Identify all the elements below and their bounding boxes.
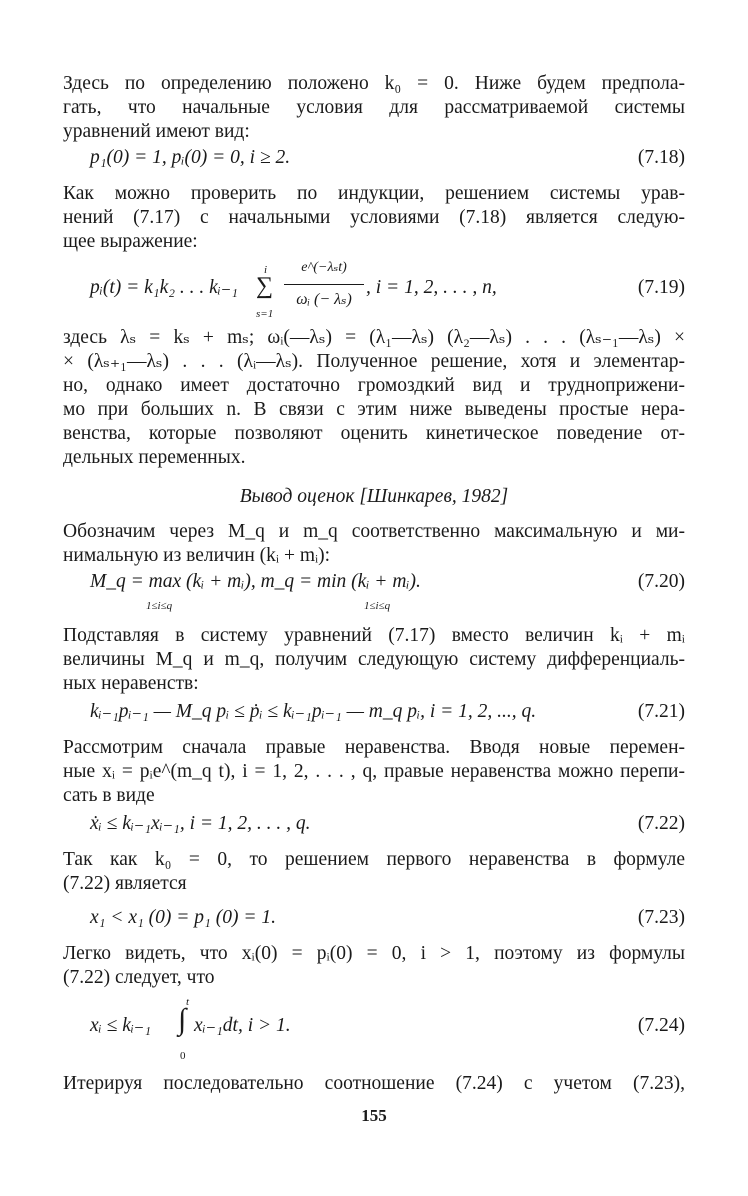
equation-lhs: pᵢ(t) = k₁k₂ . . . kᵢ₋₁ — [90, 277, 238, 298]
text-line: × (λₛ₊₁—λₛ) . . . (λᵢ—λₛ). Полученное решение, хотя и элементар- — [63, 351, 685, 372]
text-line: дельных переменных. — [63, 447, 246, 468]
equation-7-18 — [90, 144, 685, 172]
equation-lhs: xᵢ ≤ kᵢ₋₁ — [90, 1015, 152, 1036]
equation-number: (7.23) — [637, 907, 685, 928]
min-limit: 1≤i≤q — [364, 600, 391, 612]
equation-7-24 — [90, 992, 685, 1062]
equation-body: kᵢ₋₁pᵢ₋₁ — M_q pᵢ ≤ ṗᵢ ≤ kᵢ₋₁pᵢ₋₁ — m_q pᵢ, i = 1, 2, ..., q. — [90, 701, 537, 722]
fraction-numerator: e^(−λₛt) — [301, 260, 347, 275]
equation-body: x₁ < x₁ (0) = p₁ (0) = 1. — [90, 907, 276, 928]
text-line: венства, которые позволяют оценить кинетическое поведение от- — [63, 423, 685, 444]
sum-lower-limit: s=1 — [256, 308, 274, 320]
text-line: Здесь по определению положено k₀ = 0. Ниже будем предпола- — [63, 73, 685, 94]
text-line: мо при больших n. В связи с этим ниже выведены простые нера- — [63, 399, 685, 420]
equation-body: p₁(0) = 1, pᵢ(0) = 0, i ≥ 2. — [90, 147, 291, 168]
integral-lower-limit: 0 — [180, 1050, 186, 1062]
text-line: Обозначим через M_q и m_q соответственно максимальную и ми- — [63, 521, 685, 542]
max-limit: 1≤i≤q — [146, 600, 173, 612]
equation-number: (7.22) — [637, 813, 685, 834]
equation-body: ẋᵢ ≤ kᵢ₋₁xᵢ₋₁, i = 1, 2, . . . , q. — [90, 813, 311, 834]
text-line: Итерируя последовательно соотношение (7.24) с учетом (7.23), — [63, 1073, 685, 1094]
text-line: Подставляя в систему уравнений (7.17) вместо величин kᵢ + mᵢ — [63, 625, 685, 646]
equation-number: (7.20) — [637, 571, 685, 592]
text-line: щее выражение: — [63, 231, 198, 252]
text-line: нимальную из величин (kᵢ + mᵢ): — [63, 545, 331, 566]
fraction-denominator: ωᵢ (− λₛ) — [296, 291, 352, 308]
sum-sign: ∑ — [256, 273, 274, 299]
text-line: нений (7.17) с начальными условиями (7.18) является следую- — [63, 207, 685, 228]
equation-number: (7.18) — [637, 147, 685, 168]
sum-upper-limit: i — [264, 264, 268, 276]
equation-number: (7.21) — [637, 701, 685, 722]
text-line: (7.22) является — [63, 873, 187, 894]
section-heading: Вывод оценок [Шинкарев, 1982] — [239, 486, 509, 507]
fraction-bar — [284, 284, 364, 285]
text-line: Как можно проверить по индукции, решением системы урав- — [63, 183, 685, 204]
text-line: Так как k₀ = 0, то решением первого неравенства в формуле — [63, 849, 685, 870]
page-number: 155 — [361, 1106, 387, 1125]
text-line: здесь λₛ = kₛ + mₛ; ωᵢ(—λₛ) = (λ₁—λₛ) (λ₂—λₛ) . . . (λₛ₋₁—λₛ) × — [63, 327, 685, 348]
equation-number: (7.24) — [637, 1015, 685, 1036]
text-line: ные xᵢ = pᵢe^(m_q t), i = 1, 2, . . . , q, правые неравенства можно перепи- — [63, 761, 685, 782]
integral-sign: ∫ — [178, 1003, 187, 1036]
text-line: сать в виде — [63, 785, 155, 806]
equation-7-21 — [90, 698, 685, 726]
text-line: (7.22) следует, что — [63, 967, 215, 988]
equation-7-19 — [90, 262, 685, 318]
text-line: величины M_q и m_q, получим следующую систему дифференциаль- — [63, 649, 685, 670]
text-line: Легко видеть, что xᵢ(0) = pᵢ(0) = 0, i > 1, поэтому из формулы — [63, 943, 685, 964]
integrand: xᵢ₋₁dt, i > 1. — [194, 1015, 291, 1036]
equation-7-22 — [90, 810, 685, 838]
text-line: но, однако имеет достаточно громоздкий вид и трудноприжени- — [63, 375, 685, 396]
text-line: уравнений имеют вид: — [63, 121, 250, 142]
equation-body: M_q = max (kᵢ + mᵢ), m_q = min (kᵢ + mᵢ). — [90, 571, 421, 592]
equation-number: (7.19) — [637, 277, 685, 298]
equation-rhs: , i = 1, 2, . . . , n, — [366, 277, 497, 298]
integral-upper-limit: t — [186, 996, 190, 1008]
equation-7-23 — [90, 904, 685, 932]
equation-7-20 — [90, 568, 685, 612]
text-line: ных неравенств: — [63, 673, 199, 694]
text-line: гать, что начальные условия для рассматриваемой системы — [63, 97, 685, 118]
text-line: Рассмотрим сначала правые неравенства. Вводя новые перемен- — [63, 737, 685, 758]
